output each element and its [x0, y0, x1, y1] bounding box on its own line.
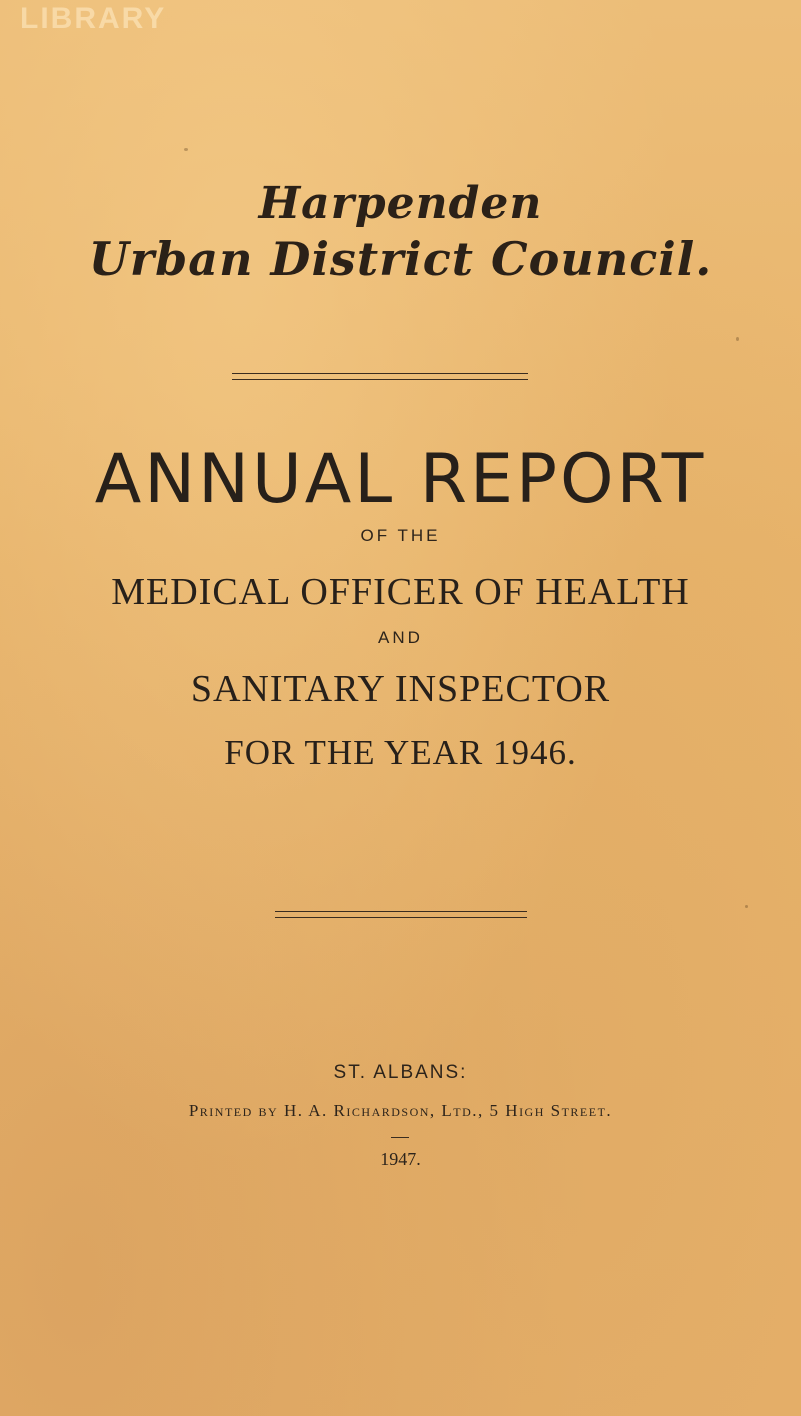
imprint-dash [391, 1137, 409, 1138]
paper-speck [736, 337, 739, 341]
publication-year: 1947. [380, 1149, 421, 1169]
medical-officer-heading: MEDICAL OFFICER OF HEALTH [111, 571, 690, 613]
report-year-line: FOR THE YEAR 1946. [224, 733, 577, 772]
library-stamp: LIBRARY [20, 2, 167, 35]
top-double-rule [232, 373, 528, 380]
publication-place: ST. ALBANS: [333, 1062, 468, 1083]
paper-speck [184, 148, 188, 151]
and-text: AND [378, 628, 423, 647]
bottom-double-rule [275, 911, 527, 918]
sanitary-inspector-heading: SANITARY INSPECTOR [190, 668, 611, 710]
council-name-line2: Urban District Council. [88, 232, 713, 286]
report-title: ANNUAL REPORT [94, 440, 707, 519]
printer-imprint: Printed by H. A. Richardson, Ltd., 5 High Street. [188, 1101, 613, 1120]
council-name-line1: Harpenden [258, 178, 543, 229]
of-the-text: OF THE [360, 526, 441, 545]
paper-speck [745, 905, 748, 908]
